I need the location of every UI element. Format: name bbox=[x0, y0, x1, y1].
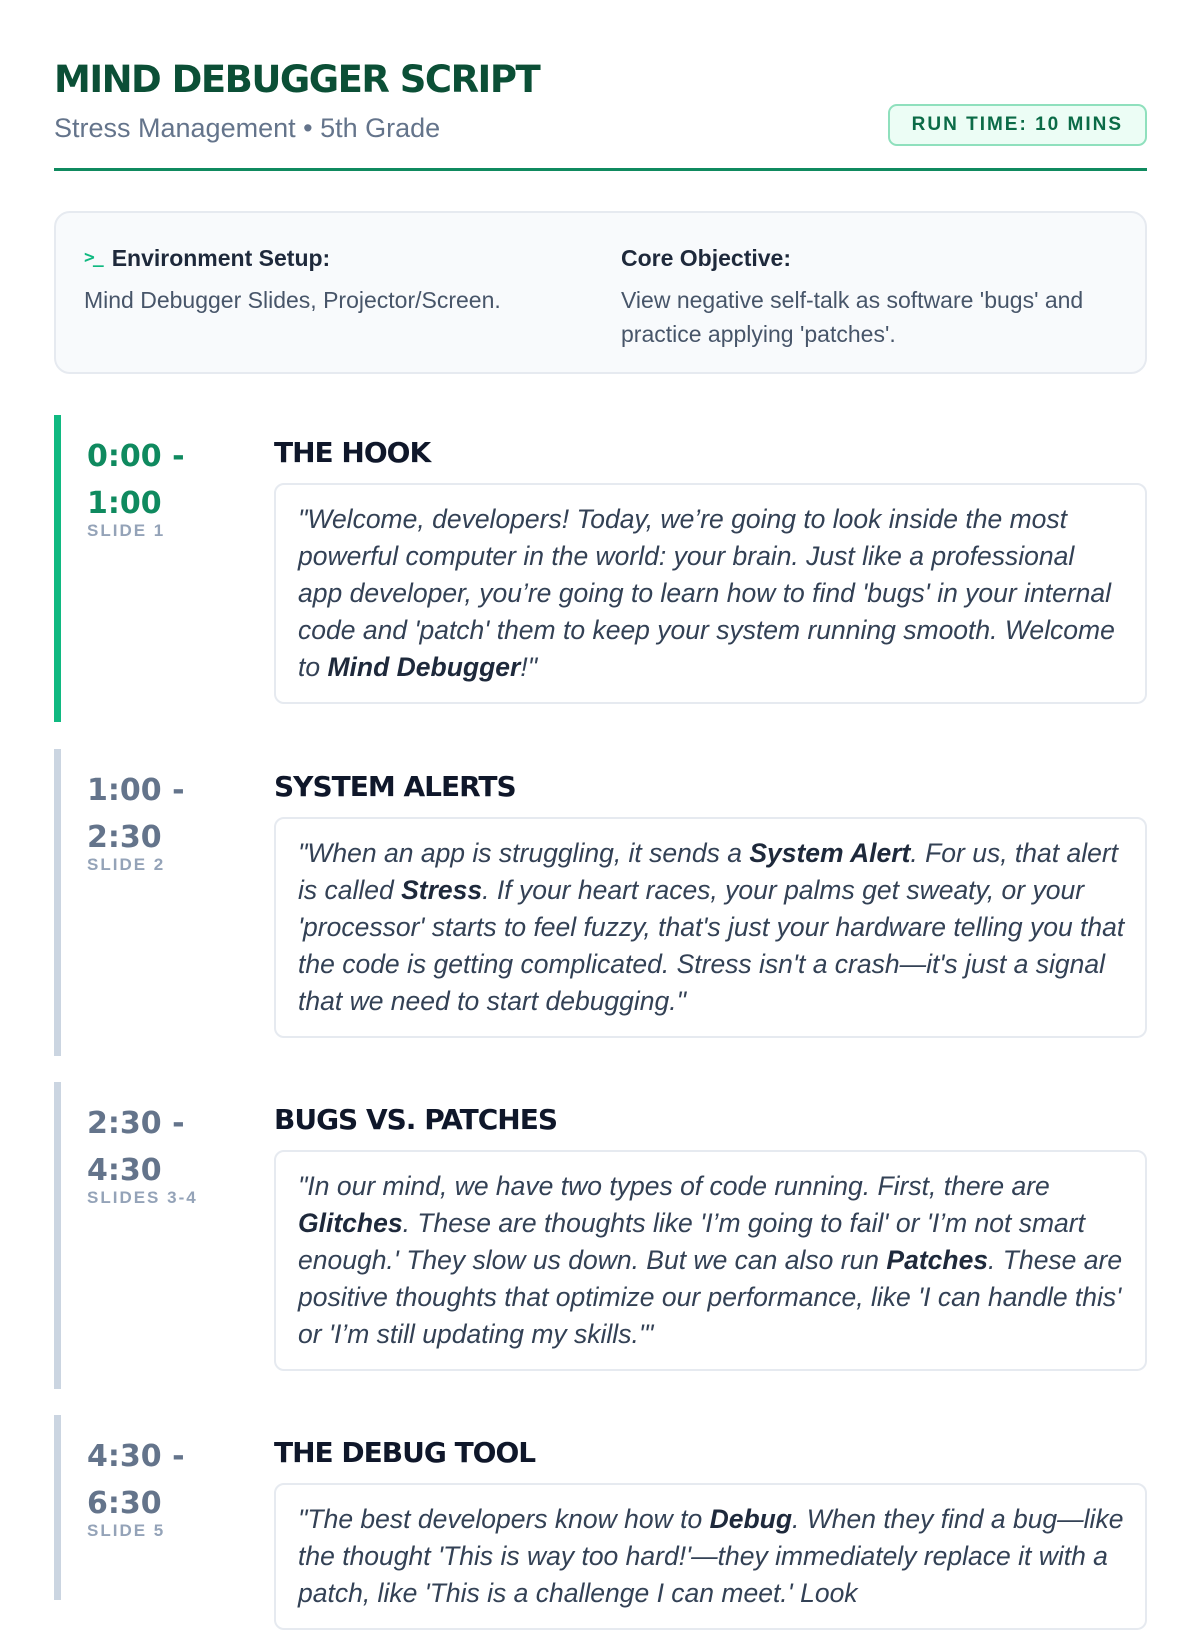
section-title: THE HOOK bbox=[274, 436, 431, 469]
quote-emphasis: System Alert bbox=[749, 838, 911, 868]
time-start: 0:00 - bbox=[87, 439, 185, 474]
lesson-script-page bbox=[54, 0, 1147, 1608]
time-end: 2:30 bbox=[87, 820, 162, 855]
page-subtitle: Stress Management • 5th Grade bbox=[54, 113, 441, 143]
section-slide-label: SLIDE 5 bbox=[87, 1521, 166, 1540]
quote-text: "The best developers know how to bbox=[298, 1504, 710, 1534]
script-header bbox=[54, 0, 1147, 171]
section-script-quote bbox=[274, 483, 1147, 704]
section-time bbox=[87, 767, 237, 861]
objective-label: Core Objective: bbox=[621, 245, 791, 271]
section-timeline-bar bbox=[54, 749, 61, 1056]
section-timeline-bar bbox=[54, 415, 61, 722]
environment-setup bbox=[84, 243, 584, 317]
section-timeline-bar bbox=[54, 1082, 61, 1389]
quote-emphasis: Mind Debugger bbox=[327, 652, 521, 682]
quote-text: . These are positive thoughts that optimize our performance, like 'I can handle this' or 'I’m still updating my skills.'" bbox=[298, 1245, 1123, 1349]
run-time-badge: RUN TIME: 10 MINS bbox=[888, 104, 1147, 146]
section-slide-label: SLIDE 1 bbox=[87, 521, 166, 540]
script-section bbox=[54, 415, 1147, 722]
environment-text: Mind Debugger Slides, Projector/Screen. bbox=[84, 287, 501, 313]
script-section bbox=[54, 749, 1147, 1056]
core-objective bbox=[621, 243, 1101, 351]
quote-text: "When an app is struggling, it sends a bbox=[298, 838, 750, 868]
section-script-quote bbox=[274, 1483, 1147, 1630]
section-script-quote bbox=[274, 817, 1147, 1038]
section-title: SYSTEM ALERTS bbox=[274, 770, 516, 803]
time-start: 2:30 - bbox=[87, 1106, 185, 1141]
terminal-icon: >_ bbox=[84, 247, 102, 268]
environment-label: Environment Setup: bbox=[111, 245, 331, 271]
quote-text: . For us, that alert is called bbox=[298, 838, 1119, 905]
script-section bbox=[54, 1082, 1147, 1389]
objective-text: View negative self-talk as software 'bugs' and practice applying 'patches'. bbox=[621, 287, 1084, 347]
section-time bbox=[87, 433, 237, 527]
time-start: 1:00 - bbox=[87, 773, 185, 808]
time-end: 6:30 bbox=[87, 1486, 162, 1521]
quote-text: !" bbox=[520, 652, 538, 682]
section-script-quote bbox=[274, 1150, 1147, 1371]
section-time bbox=[87, 1433, 237, 1527]
quote-emphasis: Stress bbox=[401, 875, 483, 905]
section-title: THE DEBUG TOOL bbox=[274, 1436, 536, 1469]
quote-emphasis: Debug bbox=[709, 1504, 792, 1534]
quote-text: . These are thoughts like 'I’m going to fail' or 'I’m not smart enough.' They slow us down. But we can also run bbox=[298, 1208, 1085, 1275]
setup-panel bbox=[54, 211, 1147, 374]
quote-emphasis: Patches bbox=[886, 1245, 989, 1275]
section-slide-label: SLIDES 3-4 bbox=[87, 1188, 198, 1207]
quote-text: . If your heart races, your palms get sweaty, or your 'processor' starts to feel fuzzy, that's just your hardware telling you that the code is getting complicated. Stress isn't a crash—it's just a signal that we need to start debugging." bbox=[298, 875, 1125, 1016]
section-time bbox=[87, 1100, 237, 1194]
section-title: BUGS VS. PATCHES bbox=[274, 1103, 558, 1136]
quote-text: . When they find a bug—like the thought 'This is way too hard!'—they immediately replace it with a patch, like 'This is a challenge I can meet.' Look bbox=[298, 1504, 1124, 1608]
script-section bbox=[54, 1415, 1147, 1608]
time-start: 4:30 - bbox=[87, 1439, 185, 1474]
quote-emphasis: Glitches bbox=[298, 1208, 403, 1238]
section-slide-label: SLIDE 2 bbox=[87, 855, 166, 874]
time-end: 1:00 bbox=[87, 486, 162, 521]
time-end: 4:30 bbox=[87, 1153, 162, 1188]
page-title: MIND DEBUGGER SCRIPT bbox=[54, 58, 540, 101]
quote-text: "Welcome, developers! Today, we’re going to look inside the most powerful computer in the world: your brain. Just like a professional app developer, you’re going to learn how to find 'bugs' in your internal code and 'patch' them to keep your system running smooth. Welcome to bbox=[298, 504, 1115, 682]
section-timeline-bar bbox=[54, 1415, 61, 1600]
quote-text: "In our mind, we have two types of code running. First, there are bbox=[298, 1171, 1050, 1201]
